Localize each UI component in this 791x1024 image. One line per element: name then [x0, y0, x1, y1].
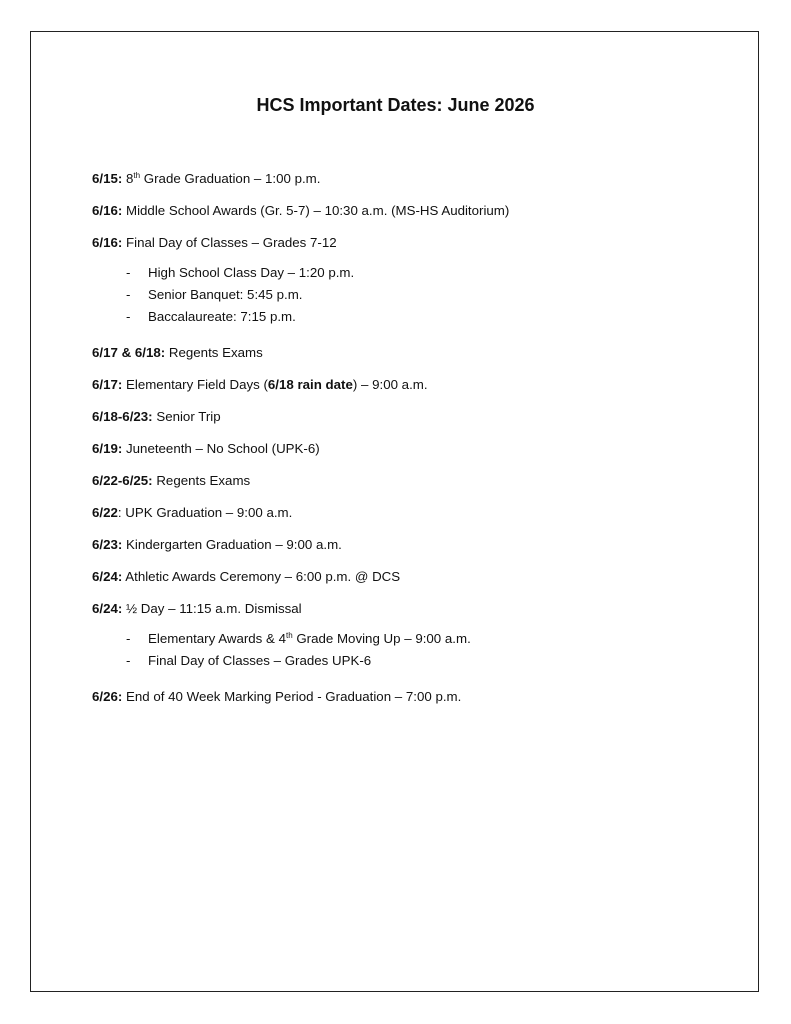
entry-text: ½ Day – 11:15 a.m. Dismissal: [122, 601, 302, 616]
entry-date: 6/17:: [92, 377, 123, 392]
ordinal-suffix: th: [285, 631, 293, 640]
sub-list: [92, 630, 732, 674]
sub-item: [92, 264, 732, 286]
entry-text: Middle School Awards (Gr. 5-7) – 10:30 a.m. (MS-HS Auditorium): [122, 203, 510, 218]
entry-date: 6/22: [92, 505, 118, 520]
dates-list: [92, 170, 732, 720]
dash-bullet: -: [126, 265, 131, 280]
sub-item: [92, 630, 732, 652]
sub-list: [92, 264, 732, 330]
dash-bullet: -: [126, 309, 131, 324]
list-item: [92, 568, 732, 585]
list-item: [92, 376, 732, 393]
ordinal-suffix: th: [133, 171, 141, 180]
rain-date: 6/18 rain date: [267, 377, 353, 392]
entry-text: 8: [122, 171, 134, 186]
entry-text: Regents Exams: [165, 345, 263, 360]
dash-bullet: -: [126, 287, 131, 302]
sub-item: [92, 652, 732, 674]
sub-item-text: Final Day of Classes – Grades UPK-6: [148, 653, 372, 668]
entry-text: Juneteenth – No School (UPK-6): [122, 441, 320, 456]
list-item: [92, 504, 732, 521]
entry-text: ) – 9:00 a.m.: [352, 377, 428, 392]
sub-item-text: Elementary Awards & 4: [148, 631, 286, 646]
entry-date: 6/19:: [92, 441, 123, 456]
list-item: [92, 408, 732, 425]
entry-text: Elementary Field Days (: [122, 377, 268, 392]
entry-date: 6/16:: [92, 203, 123, 218]
sub-item-text: Baccalaureate: 7:15 p.m.: [148, 309, 296, 324]
list-item: [92, 688, 732, 705]
entry-date: 6/17 & 6/18:: [92, 345, 166, 360]
sub-item-text: Senior Banquet: 5:45 p.m.: [148, 287, 303, 302]
entry-date: 6/16:: [92, 235, 123, 250]
list-item: [92, 234, 732, 251]
list-item: [92, 344, 732, 361]
entry-text: End of 40 Week Marking Period - Graduation – 7:00 p.m.: [122, 689, 462, 704]
entry-text: Regents Exams: [152, 473, 251, 488]
list-item: [92, 170, 732, 187]
entry-date: 6/22-6/25:: [92, 473, 153, 488]
dash-bullet: -: [126, 631, 131, 646]
list-item: [92, 472, 732, 489]
sub-item-text: High School Class Day – 1:20 p.m.: [148, 265, 355, 280]
entry-text: Senior Trip: [152, 409, 221, 424]
entry-text: Grade Graduation – 1:00 p.m.: [140, 171, 321, 186]
sub-item-text: Grade Moving Up – 9:00 a.m.: [292, 631, 471, 646]
entry-date: 6/24:: [92, 569, 123, 584]
entry-date: 6/23:: [92, 537, 123, 552]
page-title: HCS Important Dates: June 2026: [256, 95, 535, 115]
entry-text: : UPK Graduation – 9:00 a.m.: [117, 505, 293, 520]
entry-text: Kindergarten Graduation – 9:00 a.m.: [122, 537, 342, 552]
sub-item: [92, 308, 732, 330]
entry-date: 6/24:: [92, 601, 123, 616]
entry-text: Athletic Awards Ceremony – 6:00 p.m. @ DCS: [122, 569, 401, 584]
list-item: [92, 536, 732, 553]
entry-date: 6/26:: [92, 689, 123, 704]
entry-date: 6/18-6/23:: [92, 409, 153, 424]
list-item: [92, 440, 732, 457]
dash-bullet: -: [126, 653, 131, 668]
list-item: [92, 202, 732, 219]
list-item: [92, 600, 732, 617]
entry-text: Final Day of Classes – Grades 7-12: [122, 235, 337, 250]
sub-item: [92, 286, 732, 308]
entry-date: 6/15:: [92, 171, 123, 186]
